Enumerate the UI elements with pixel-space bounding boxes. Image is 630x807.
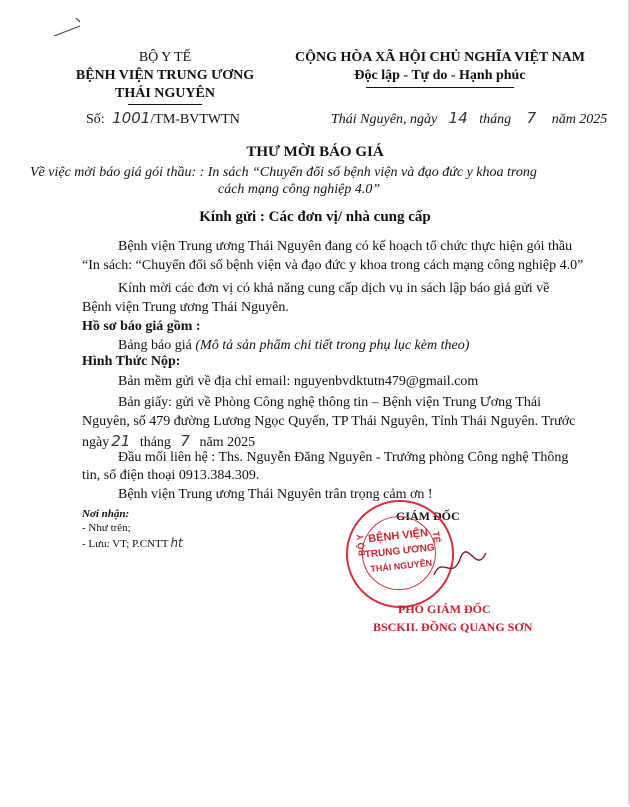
para2-line1: Kính mời các đơn vị có khả năng cung cấp dịch vụ in sách lập báo giá gửi về: [118, 281, 550, 296]
quotation-table-note: (Mô tả sản phẩm chi tiết trong phụ lục kèm theo): [195, 338, 470, 353]
signer-name: BSCKII. ĐỒNG QUANG SƠN: [373, 620, 533, 634]
hospital-name-line1: BỆNH VIỆN TRUNG ƯƠNG: [75, 68, 255, 83]
stamp-line3: THÁI NGUYÊN: [369, 557, 433, 575]
hard-copy-line1: Bản giấy: gửi về Phòng Công nghệ thông tin – Bệnh viện Trung Ương Thái: [118, 395, 542, 410]
quotation-table-label: Bảng báo giá: [118, 338, 192, 353]
hard-copy-line2: Nguyên, số 479 đường Lương Ngọc Quyến, TP Thái Nguyên, Tỉnh Thái Nguyên. Trước: [82, 414, 576, 429]
motto-underline: [366, 87, 514, 88]
subject-line1: Về việc mời báo giá gói thầu: : In sách “Chuyển đổi số bệnh viện và đạo đức y khoa trong: [30, 165, 537, 180]
national-motto: Độc lập - Tự do - Hạnh phúc: [354, 68, 526, 83]
director-title: GIÁM ĐỐC: [396, 509, 460, 523]
deadline-month-label: tháng: [139, 435, 171, 450]
closing-line: Bệnh viện Trung ương Thái Nguyên trân trọng cảm ơn !: [118, 487, 433, 502]
deadline-month: 7: [180, 432, 190, 450]
para1-line1: Bệnh viện Trung ương Thái Nguyên đang có kế hoạch tổ chức thực hiện gói thầu: [118, 239, 573, 254]
section-documents-item: [118, 338, 469, 354]
header-left-rule: [128, 104, 202, 105]
deputy-director-title: PHÓ GIÁM ĐỐC: [398, 602, 491, 616]
stamp-side-left: BỘ Y: [354, 533, 367, 557]
date-prefix: Thái Nguyên, ngày: [331, 112, 438, 127]
signature-scribble-icon: [430, 545, 490, 585]
date-month: 7: [526, 109, 537, 127]
contact-line2: tin, số điện thoại 0913.384.309.: [82, 468, 260, 483]
soft-copy-line: Bản mềm gửi về địa chỉ email: nguyenbvdktutn479@gmail.com: [118, 374, 479, 389]
number-prefix: Số:: [86, 112, 105, 127]
place-date: [331, 109, 607, 128]
number-suffix: /TM-BVTWTN: [150, 112, 240, 127]
para1-line2: “In sách: “Chuyển đổi số bệnh viện và đạo đức y khoa trong cách mạng công nghiệp 4.0”: [82, 258, 584, 273]
deadline-year: năm 2025: [199, 435, 256, 450]
para2-line2: Bệnh viện Trung ương Thái Nguyên.: [82, 300, 289, 315]
republic-title: CỘNG HÒA XÃ HỘI CHỦ NGHĨA VIỆT NAM: [294, 50, 585, 65]
deadline-line: [82, 432, 255, 451]
stamp-line1: BỆNH VIỆN: [367, 527, 429, 546]
stamp-line2: TRUNG ƯƠNG: [364, 542, 436, 561]
recipient-item2-text: - Lưu: VT; P.CNTT: [82, 538, 169, 550]
pen-mark-icon: [50, 12, 90, 42]
recipients-heading: Nơi nhận:: [82, 508, 130, 520]
recipient-initials: ht: [170, 536, 183, 550]
number-handwritten: 1001: [112, 109, 151, 127]
section-submission-heading: Hình Thức Nộp:: [82, 354, 181, 369]
document-number: [86, 109, 240, 128]
contact-line1: Đầu mối liên hệ : Ths. Nguyễn Đăng Nguyên - Trưởng phòng Công nghệ Thông: [118, 450, 569, 465]
ministry-name: BỘ Y TẾ: [138, 50, 192, 65]
date-year: năm 2025: [551, 112, 608, 127]
recipient-item2: [82, 536, 183, 550]
section-documents-heading: Hồ sơ báo giá gồm :: [82, 319, 201, 334]
greeting: Kính gửi : Các đơn vị/ nhà cung cấp: [199, 209, 431, 225]
recipient-item1: - Như trên;: [82, 522, 131, 534]
deadline-day: 21: [111, 432, 131, 450]
stamp-side-right: TẾ: [430, 530, 443, 544]
letter-title: THƯ MỜI BÁO GIÁ: [246, 144, 384, 160]
deadline-prefix: ngày: [82, 435, 110, 450]
hospital-name-line2: THÁI NGUYÊN: [115, 86, 215, 101]
date-day: 14: [448, 109, 468, 127]
date-month-label: tháng: [479, 112, 512, 127]
subject-line2: cách mạng công nghiệp 4.0”: [218, 182, 381, 197]
